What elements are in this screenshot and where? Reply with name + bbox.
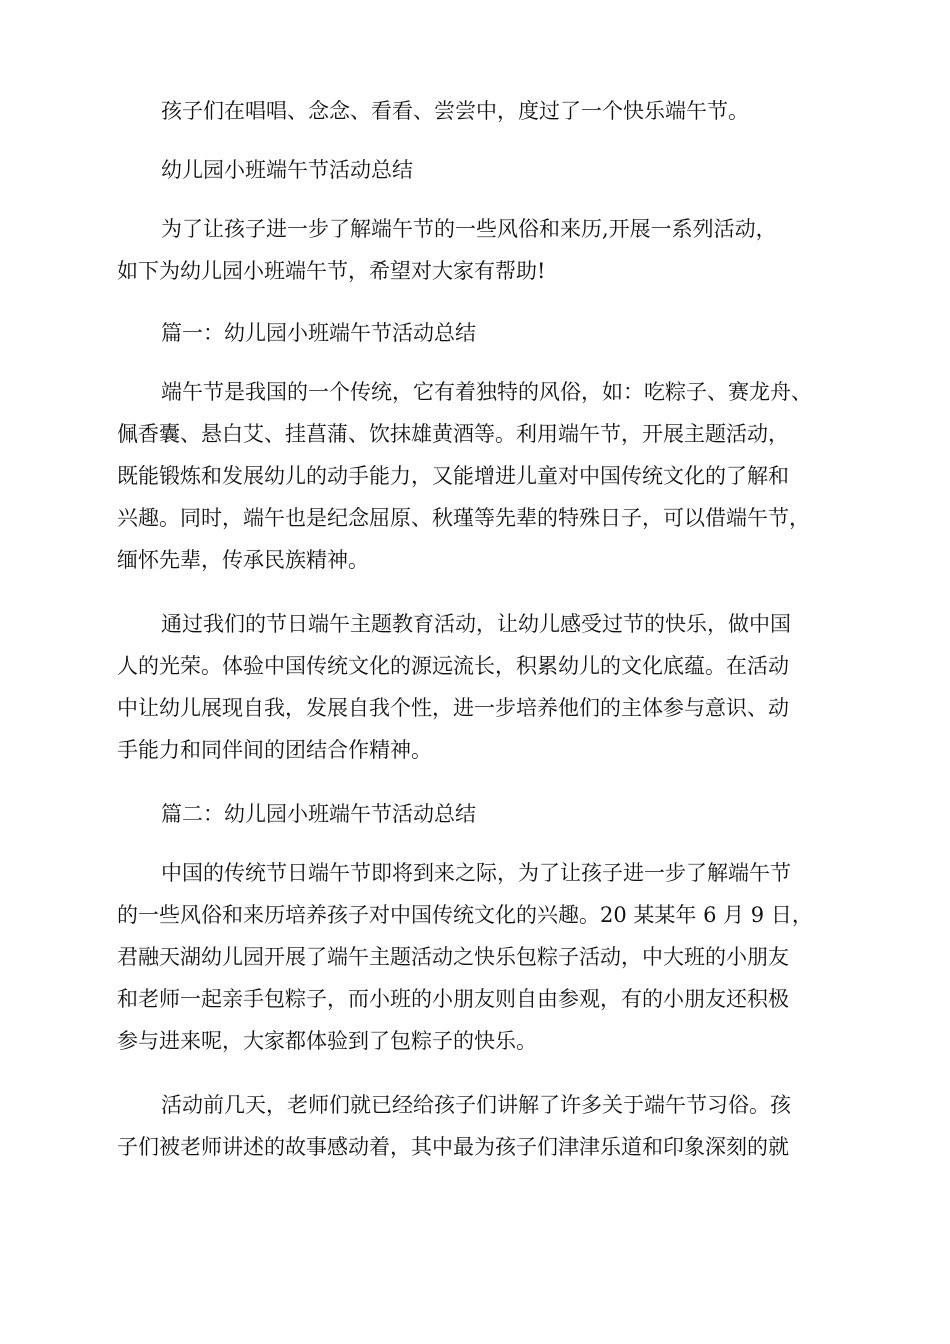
section-heading-2 bbox=[117, 793, 837, 835]
text-line: 缅怀先辈，传承民族精神。 bbox=[117, 548, 369, 572]
text-line: 君融天湖幼儿园开展了端午主题活动之快乐包粽子活动，中大班的小朋友 bbox=[117, 945, 789, 969]
paragraph-intro bbox=[117, 208, 837, 292]
text-line: 的一些风俗和来历培养孩子对中国传统文化的兴趣。20 某某年 6 月 9 日， bbox=[117, 903, 813, 927]
heading-text: 篇一：幼儿园小班端午节活动总结 bbox=[161, 321, 476, 345]
text-line: 中国的传统节日端午节即将到来之际，为了让孩子进一步了解端午节 bbox=[161, 861, 791, 885]
paragraph-3 bbox=[117, 852, 837, 1062]
text-line: 手能力和同伴间的团结合作精神。 bbox=[117, 738, 432, 762]
paragraph-1 bbox=[117, 371, 837, 581]
text-line: 子们被老师讲述的故事感动着，其中最为孩子们津津乐道和印象深刻的就 bbox=[117, 1135, 789, 1159]
text-line: 既能锻炼和发展幼儿的动手能力，又能增进儿童对中国传统文化的了解和 bbox=[117, 464, 789, 488]
heading-text: 幼儿园小班端午节活动总结 bbox=[161, 158, 413, 182]
text-line: 孩子们在唱唱、念念、看看、尝尝中，度过了一个快乐端午节。 bbox=[161, 99, 749, 123]
paragraph-4 bbox=[117, 1084, 837, 1168]
text-line: 活动前几天，老师们就已经给孩子们讲解了许多关于端午节习俗。孩 bbox=[161, 1093, 791, 1117]
text-line: 参与进来呢，大家都体验到了包粽子的快乐。 bbox=[117, 1029, 537, 1053]
heading-text: 篇二：幼儿园小班端午节活动总结 bbox=[161, 802, 476, 826]
section-heading-main bbox=[117, 149, 837, 191]
paragraph-closing bbox=[117, 90, 837, 132]
text-line: 如下为幼儿园小班端午节，希望对大家有帮助! bbox=[117, 259, 546, 283]
text-line: 人的光荣。体验中国传统文化的源远流长，积累幼儿的文化底蕴。在活动 bbox=[117, 654, 789, 678]
text-line: 兴趣。同时，端午也是纪念屈原、秋瑾等先辈的特殊日子，可以借端午节， bbox=[117, 506, 810, 530]
text-line: 端午节是我国的一个传统，它有着独特的风俗，如：吃粽子、赛龙舟、 bbox=[161, 380, 812, 404]
text-line: 通过我们的节日端午主题教育活动，让幼儿感受过节的快乐，做中国 bbox=[161, 612, 791, 636]
text-line: 为了让孩子进一步了解端午节的一些风俗和来历,开展一系列活动， bbox=[161, 217, 777, 241]
text-line: 中让幼儿展现自我，发展自我个性，进一步培养他们的主体参与意识、动 bbox=[117, 696, 789, 720]
section-heading-1 bbox=[117, 312, 837, 354]
text-line: 和老师一起亲手包粽子，而小班的小朋友则自由参观，有的小朋友还积极 bbox=[117, 987, 789, 1011]
text-line: 佩香囊、悬白艾、挂菖蒲、饮抹雄黄酒等。利用端午节，开展主题活动， bbox=[117, 422, 789, 446]
paragraph-2 bbox=[117, 603, 837, 771]
